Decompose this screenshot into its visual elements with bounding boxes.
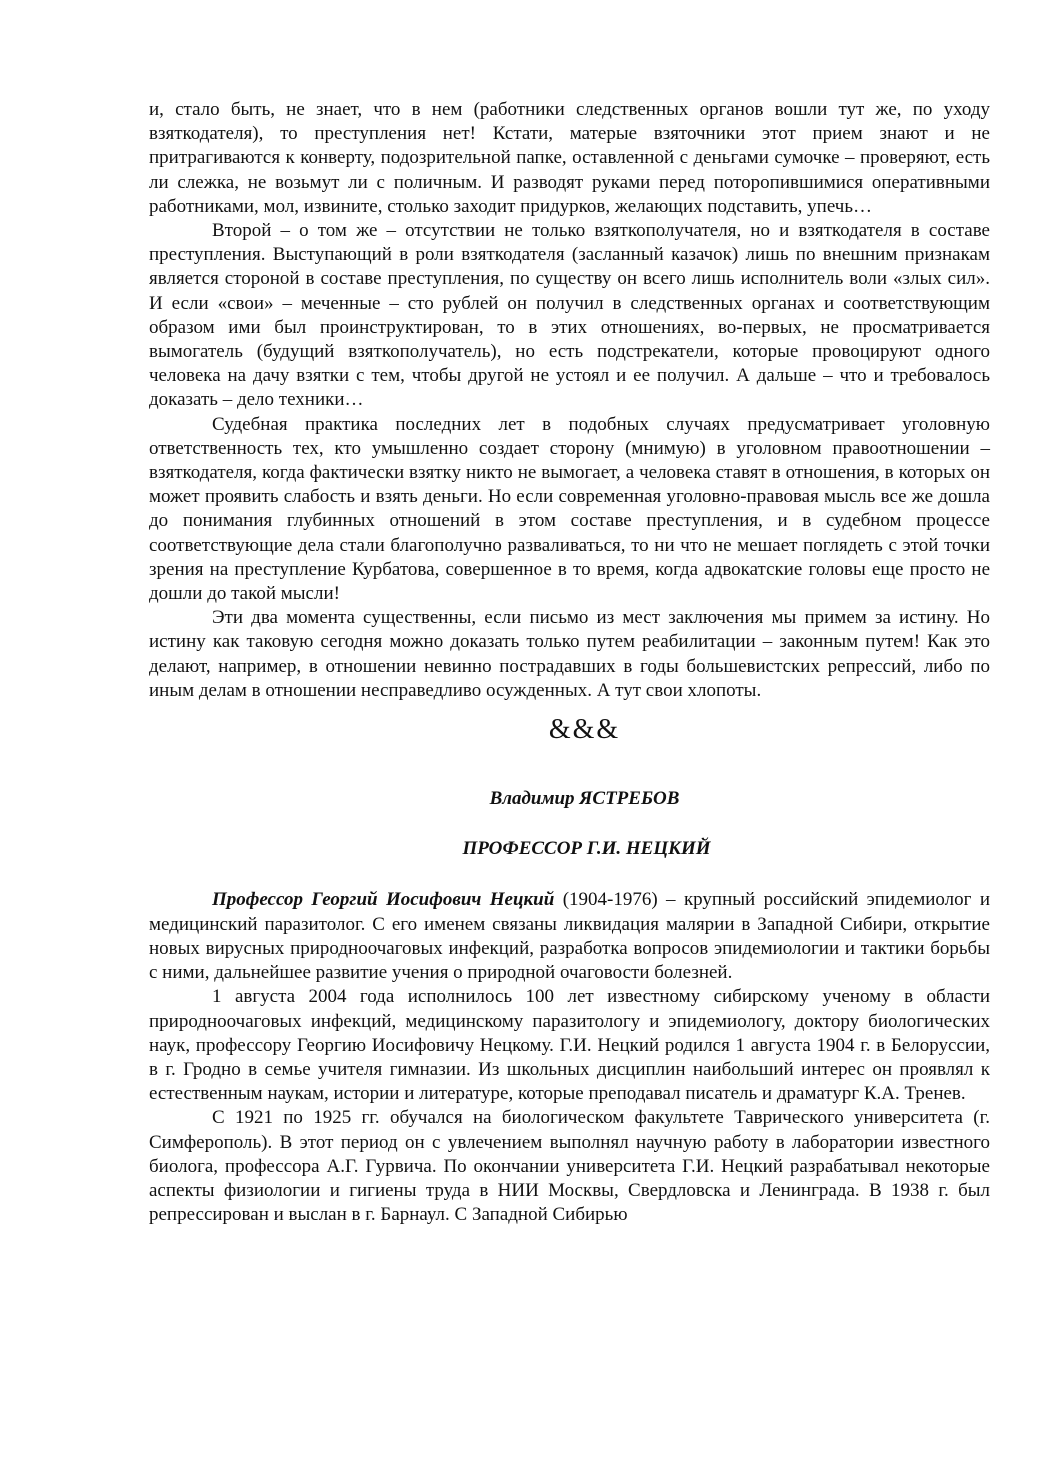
paragraph-article-lead bbox=[149, 888, 990, 985]
paragraph-education: С 1921 по 1925 гг. обучался на биологическом факультете Таврического университета (г. Симферополь). В этот период он с увлечением выполнял научную работу в лаборатории известного биолога, профессора А.Г. Гурвича. По окончании университета Г.И. Нецкий разрабатывал некоторые аспекты физиологии и гигиены труда в НИИ Москвы, Свердловска и Ленинграда. В 1938 г. был репрессирован и выслан в г. Барнаул. С Западной Сибирью bbox=[149, 1107, 990, 1226]
article-author: Владимир ЯСТРЕБОВ bbox=[489, 788, 680, 810]
article-title: ПРОФЕССОР Г.И. НЕЦКИЙ bbox=[462, 838, 711, 860]
paragraph-continuation: и, стало быть, не знает, что в нем (работники следственных органов вошли тут же, по уходу взяткодателя), то преступления нет! Кстати, матерые взяточники этот прием знают и не притрагиваются к конверту, подозрительной папке, оставленной с деньгами сумочке – проверяют, есть ли слежка, не возьмут ли с поличным. И разводят руками перед поторопившимися оперативными работниками, мол, извините, столько заходит придурков, желающих подставить, упечь… bbox=[149, 99, 990, 217]
lead-name: Профессор Георгий Иосифович Нецкий bbox=[212, 889, 555, 911]
paragraph-anniversary: 1 августа 2004 года исполнилось 100 лет известному сибирскому ученому в области природноочаговых инфекций, медицинскому паразитологу и эпидемиологу, доктору биологических наук, профессору Георгию Иосифовичу Нецкому. Г.И. Нецкий родился 1 августа 1904 г. в Белоруссии, в г. Гродно в семье учителя гимназии. Из школьных дисциплин наибольший интерес он проявлял к естественным наукам, истории и литературе, которые преподавал писатель и драматург К.А. Тренев. bbox=[149, 986, 990, 1105]
section-divider-ornament: &&& bbox=[548, 714, 621, 746]
paragraph-two-moments: Эти два момента существенны, если письмо из мест заключения мы примем за истину. Но истину как таковую сегодня можно доказать только путем реабилитации – законным путем! Как это делают, например, в отношении невинно пострадавших в годы большевистских репрессий, либо по иным делам в отношении несправедливо осужденных. А тут свои хлопоты. bbox=[149, 607, 990, 701]
paragraph-judicial-practice: Судебная практика последних лет в подобных случаях предусматривает уголовную ответственность тех, кто умышленно создает сторону (мнимую) в уголовном правоотношении – взяткодателя, когда фактически взятку никто не вымогает, а человека ставят в отношения, в которых он может проявить слабость и взять деньги. Но если современная уголовно-правовая мысль все же дошла до понимания глубинных отношений в этом составе преступления, и в судебном процессе соответствующие дела стали благополучно разваливаться, то ни что не мешает поглядеть с этой точки зрения на преступление Курбатова, совершенное в то время, когда адвокатские головы еще просто не дошли до такой мысли! bbox=[149, 413, 990, 605]
document-page bbox=[149, 98, 990, 1227]
lead-text: (1904-1976) – крупный российский эпидемиолог и медицинский паразитолог. С его именем связаны ликвидация малярии в Западной Сибири, открытие новых вирусных природноочаговых инфекций, разработка вопросов эпидемиологии и тактики борьбы с ними, дальнейшее развитие учения о природной очаговости болезней. bbox=[149, 889, 990, 984]
paragraph-second-point: Второй – о том же – отсутствии не только взяткополучателя, но и взяткодателя в составе преступления. Выступающий в роли взяткодателя (засланный казачок) лишь по внешним признакам является стороной в составе преступления, по существу он всего лишь исполнитель воли «злых сил». И если «свои» – меченные – сто рублей он получил в следственных органах и соответствующим образом ими был проинструктирован, то в этих отношениях, во-первых, не просматривается вымогатель (будущий взяткополучатель), но есть подстрекатели, которые провоцируют одного человека на дачу взятки с тем, чтобы другой не устоял и ее получил. А дальше – что и требовалось доказать – дело техники… bbox=[149, 220, 990, 411]
